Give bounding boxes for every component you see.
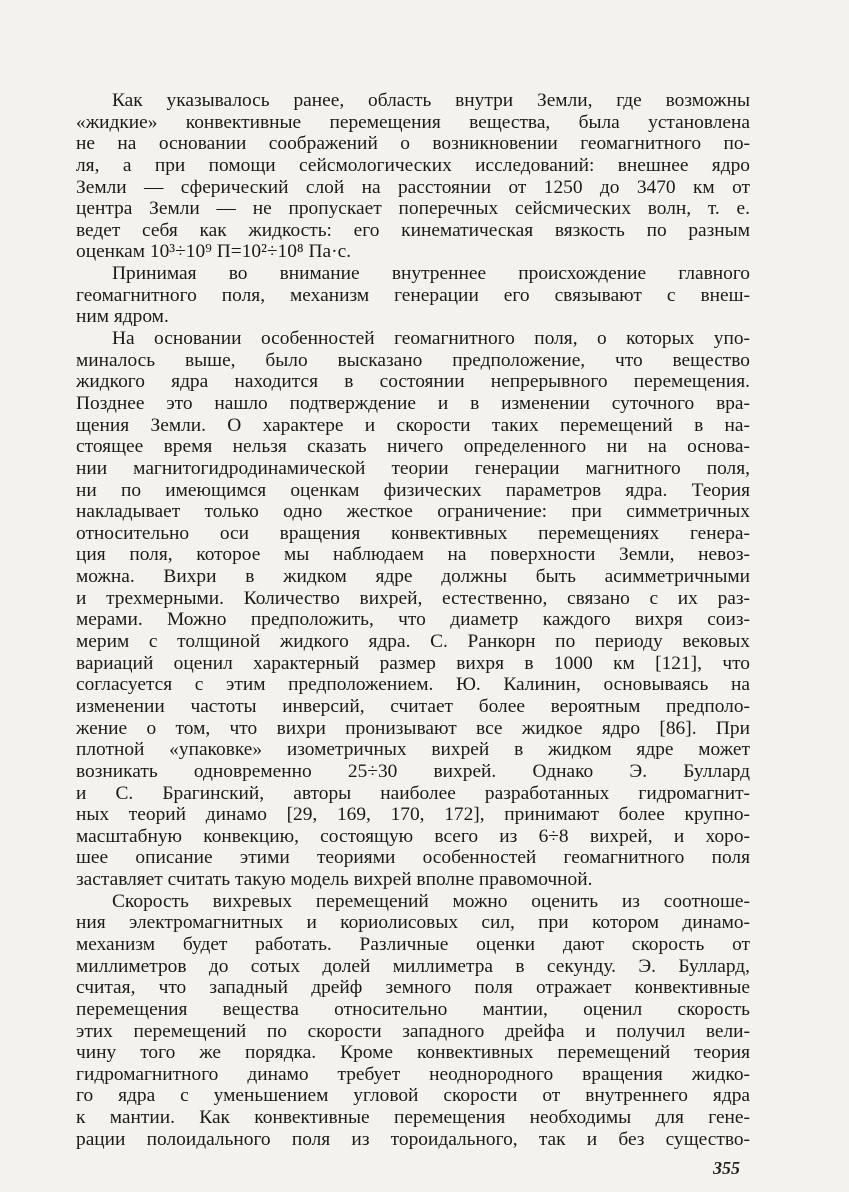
text-line: и трехмерными. Количество вихрей, естественно, связано с их раз-: [76, 587, 750, 609]
text-line: изменении частоты инверсий, считает более вероятным предполо-: [76, 695, 750, 717]
text-line: этих перемещений по скорости западного дрейфа и получил вели-: [76, 1020, 750, 1042]
text-line: считая, что западный дрейф земного поля отражает конвективные: [76, 977, 750, 999]
text-line: Позднее это нашло подтверждение и в изменении суточного вра-: [76, 392, 750, 414]
text-line: жидкого ядра находится в состоянии непрерывного перемещения.: [76, 371, 750, 393]
text-line: ведет себя как жидкость: его кинематическая вязкость по разным: [76, 219, 750, 241]
text-line: ни по имеющимся оценкам физических параметров ядра. Теория: [76, 479, 750, 501]
text-line: «жидкие» конвективные перемещения вещества, была установлена: [76, 111, 750, 133]
text-line: мерами. Можно предположить, что диаметр каждого вихря соиз-: [76, 609, 750, 631]
text-line: и С. Брагинский, авторы наиболее разработанных гидромагнит-: [76, 782, 750, 804]
text-line: геомагнитного поля, механизм генерации его связывают с внеш-: [76, 284, 750, 306]
page-number: 355: [713, 1158, 740, 1178]
text-line: Скорость вихревых перемещений можно оценить из соотноше-: [112, 890, 750, 912]
text-line: согласуется с этим предположением. Ю. Калинин, основываясь на: [76, 674, 750, 696]
text-line: относительно оси вращения конвективных перемещениях генера-: [76, 522, 750, 544]
text-line: перемещения вещества относительно мантии, оценил скорость: [76, 998, 750, 1020]
text-line: ция поля, которое мы наблюдаем на поверхности Земли, невоз-: [76, 544, 750, 566]
text-line: чину того же порядка. Кроме конвективных перемещений теория: [76, 1042, 750, 1064]
text-line: масштабную конвекцию, состоящую всего из 6÷8 вихрей, и хоро-: [76, 825, 750, 847]
text-line: оценкам 10³÷10⁹ П=10²÷10⁸ Па·с.: [76, 241, 352, 263]
text-line: шее описание этими теориями особенностей геомагнитного поля: [76, 847, 750, 869]
text-line: Как указывалось ранее, область внутри Земли, где возможны: [112, 90, 750, 111]
text-line: миллиметров до сотых долей миллиметра в секунду. Э. Буллард,: [76, 955, 750, 977]
text-line: рации полоидального поля из тороидального, так и без существо-: [76, 1128, 750, 1150]
text-line: На основании особенностей геомагнитного поля, о которых упо-: [112, 328, 750, 350]
text-line: вариаций оценил характерный размер вихря в 1000 км [121], что: [76, 652, 750, 674]
text-line: ных теорий динамо [29, 169, 170, 172], принимают более крупно-: [76, 804, 750, 826]
text-line: стоящее время нельзя сказать ничего определенного ни на основа-: [76, 436, 750, 458]
text-line: Земли — сферический слой на расстоянии от 1250 до 3470 км от: [76, 176, 750, 198]
text-line: можна. Вихри в жидком ядре должны быть асимметричными: [76, 566, 750, 588]
text-line: ним ядром.: [76, 306, 169, 328]
text-line: гидромагнитного динамо требует неоднородного вращения жидко-: [76, 1063, 750, 1085]
paragraph-4: [76, 891, 750, 1151]
text-line: Принимая во внимание внутреннее происхождение главного: [112, 263, 750, 285]
text-line: ния электромагнитных и кориолисовых сил, при котором динамо-: [76, 912, 750, 934]
text-line: к мантии. Как конвективные перемещения необходимы для гене-: [76, 1107, 750, 1129]
text-line: нии магнитогидродинамической теории генерации магнитного поля,: [76, 457, 750, 479]
text-line: накладывает только одно жесткое ограничение: при симметричных: [76, 501, 750, 523]
page-body: [76, 90, 750, 1150]
text-line: центра Земли — не пропускает поперечных сейсмических волн, т. е.: [76, 198, 750, 220]
paragraph-2: [76, 263, 750, 328]
text-line: плотной «упаковке» изометричных вихрей в жидком ядре может: [76, 739, 750, 761]
text-line: мерим с толщиной жидкого ядра. С. Ранкорн по периоду вековых: [76, 631, 750, 653]
text-line: не на основании соображений о возникновении геомагнитного по-: [76, 133, 750, 155]
text-line: миналось выше, было высказано предположение, что вещество: [76, 349, 750, 371]
text-line: щения Земли. О характере и скорости таких перемещений в на-: [76, 414, 750, 436]
text-line: ля, а при помощи сейсмологических исследований: внешнее ядро: [76, 154, 750, 176]
text-line: жение о том, что вихри пронизывают все жидкое ядро [86]. При: [76, 717, 750, 739]
text-line: возникать одновременно 25÷30 вихрей. Однако Э. Буллард: [76, 760, 750, 782]
text-line: заставляет считать такую модель вихрей вполне правомочной.: [76, 869, 593, 891]
text-line: го ядра с уменьшением угловой скорости от внутреннего ядра: [76, 1085, 750, 1107]
text-line: механизм будет работать. Различные оценки дают скорость от: [76, 933, 750, 955]
paragraph-1: [76, 90, 750, 263]
paragraph-3: [76, 328, 750, 891]
